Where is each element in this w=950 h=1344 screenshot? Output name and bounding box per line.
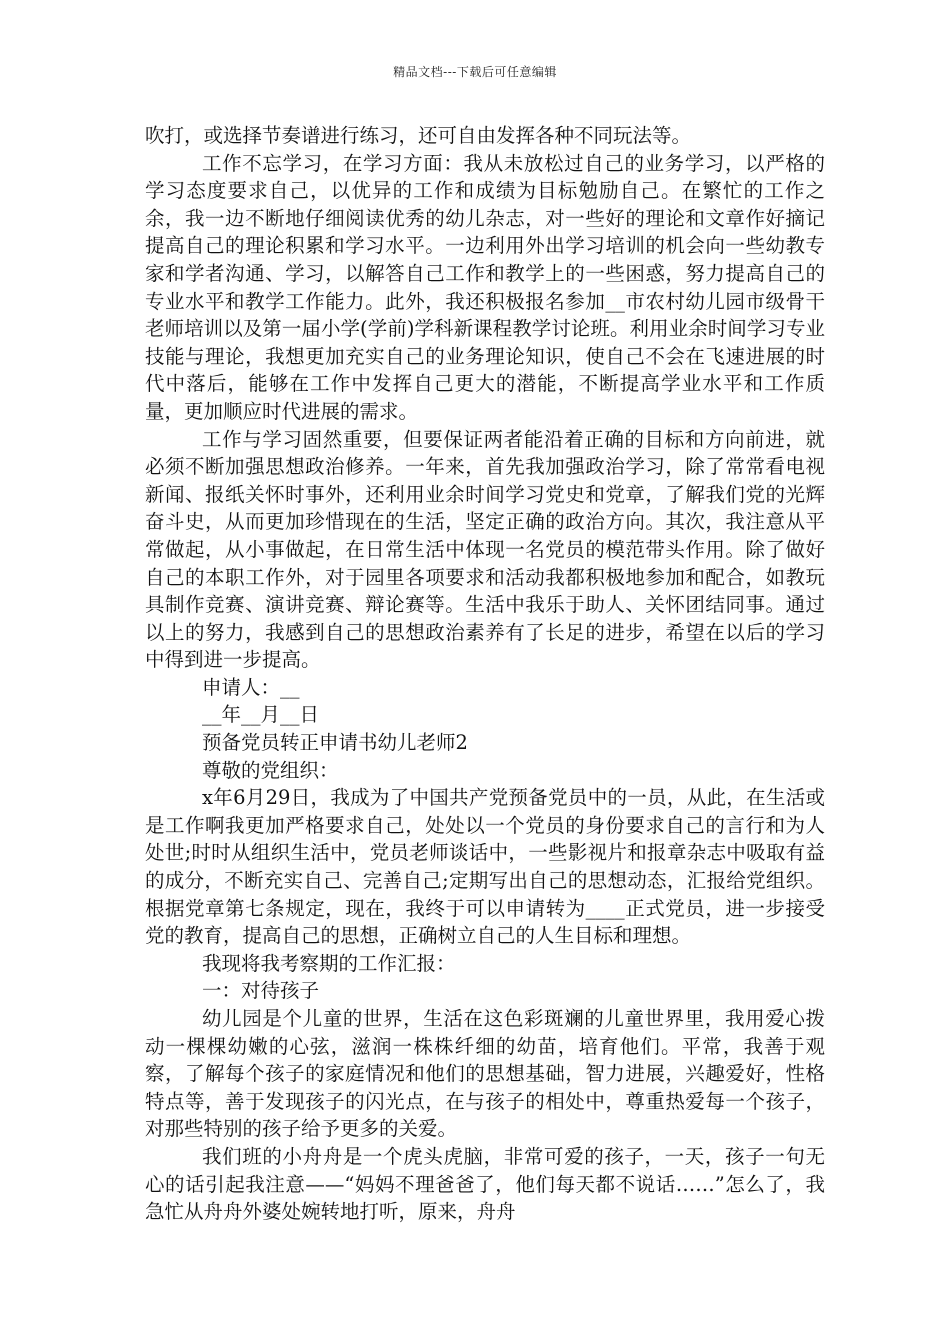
page-header: 精品文档---下载后可任意编辑	[393, 65, 557, 79]
subheading-children: 一：对待孩子	[202, 979, 320, 1003]
paragraph-1: 吹打，或选择节奏谱进行练习，还可自由发挥各种不同玩法等。	[145, 124, 692, 147]
salutation: 尊敬的党组织：	[202, 758, 339, 782]
paragraph-5: 幼儿园是个儿童的世界，生活在这色彩斑斓的儿童世界里，我用爱心拨动一棵棵幼嫩的心弦，滋润一株株纤细的幼苗，培育他们。平常，我善于观察，了解每个孩子的家庭情况和他们的思想基础，智力进展，兴趣爱好，性格特点等，善于发现孩子的闪光点，在与孩子的相处中，尊重热爱每一个孩子，对那些特别的孩子给予更多的关爱。	[145, 1007, 825, 1141]
paragraph-6: 我们班的小舟舟是一个虎头虎脑，非常可爱的孩子，一天，孩子一句无心的话引起我注意——“妈妈不理爸爸了，他们每天都不说话……”怎么了，我急忙从舟舟外婆处婉转地打听，原来，舟舟	[145, 1144, 825, 1224]
paragraph-4: x年6月29日，我成为了中国共产党预备党员中的一员，从此，在生活或是工作啊我更加严格要求自己，处处以一个党员的身份要求自己的言行和为人处世;时时从组织生活中，党员老师谈话中，一些影视片和报章杂志中吸取有益的成分，不断充实自己、完善自己;定期写出自己的思想动态，汇报给党组织。根据党章第七条规定，现在，我终于可以申请转为____正式党员，进一步接受党的教育，提高自己的思想，正确树立自己的人生目标和理想。	[145, 786, 825, 948]
paragraph-3: 工作与学习固然重要，但要保证两者能沿着正确的目标和方向前进，就必须不断加强思想政治修养。一年来，首先我加强政治学习，除了常常看电视新闻、报纸关怀时事外，还利用业余时间学习党史和党章，了解我们党的光辉奋斗史，从而更加珍惜现在的生活，坚定正确的政治方向。其次，我注意从平常做起，从小事做起，在日常生活中体现一名党员的模范带头作用。除了做好自己的本职工作外，对于园里各项要求和活动我都积极地参加和配合，如教玩具制作竞赛、演讲竞赛、辩论赛等。生活中我乐于助人、关怀团结同事。通过以上的努力，我感到自己的思想政治素养有了长足的进步，希望在以后的学习中得到进一步提高。	[145, 427, 825, 672]
report-intro: 我现将我考察期的工作汇报：	[202, 951, 456, 975]
document-body	[145, 122, 825, 1226]
applicant-line: 申请人：__	[202, 675, 300, 699]
paragraph-2: 工作不忘学习，在学习方面：我从未放松过自己的业务学习，以严格的学习态度要求自己，以优异的工作和成绩为目标勉励自己。在繁忙的工作之余，我一边不断地仔细阅读优秀的幼儿杂志，对一些好的理论和文章作好摘记提高自己的理论积累和学习水平。一边利用外出学习培训的机会向一些幼教专家和学者沟通、学习，以解答自己工作和教学上的一些困惑，努力提高自己的专业水平和教学工作能力。此外，我还积极报名参加__市农村幼儿园市级骨干老师培训以及第一届小学(学前)学科新课程教学讨论班。利用业余时间学习专业技能与理论，我想更加充实自己的业务理论知识，使自己不会在飞速进展的时代中落后，能够在工作中发挥自己更大的潜能，不断提高学业水平和工作质量，更加顺应时代进展的需求。	[145, 151, 825, 423]
section-title: 预备党员转正申请书幼儿老师2	[202, 731, 468, 755]
date-line: __年__月__日	[202, 703, 320, 727]
